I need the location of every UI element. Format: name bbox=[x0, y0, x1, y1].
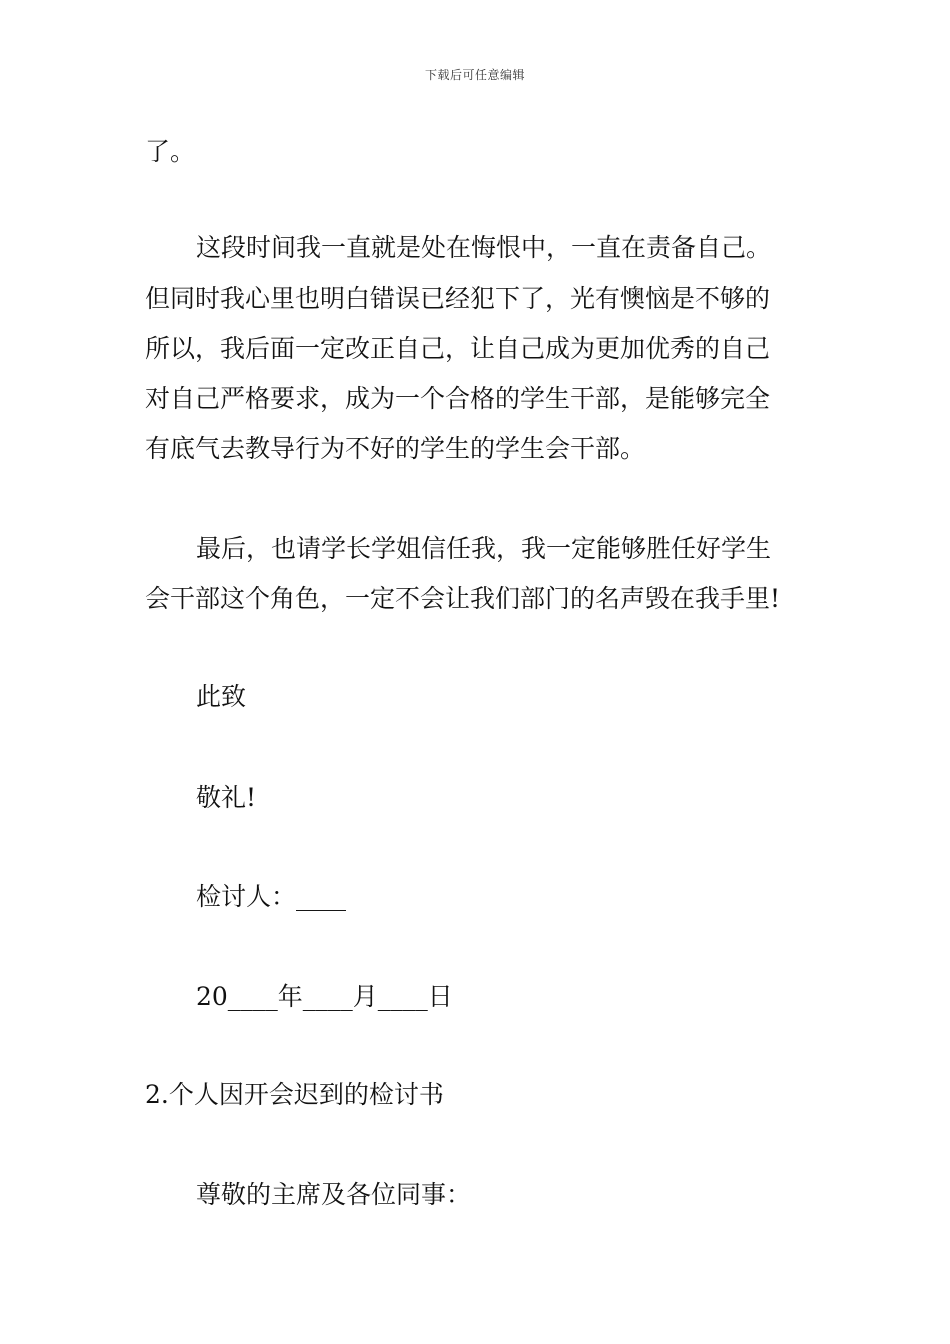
letter-greeting: 尊敬的主席及各位同事： bbox=[196, 1180, 472, 1209]
closing-regards: 敬礼! bbox=[196, 783, 257, 812]
paragraph-line: 但同时我心里也明白错误已经犯下了，光有懊恼是不够的 bbox=[145, 284, 771, 313]
page-header-note: 下载后可任意编辑 bbox=[424, 68, 525, 82]
paragraph-line: 会干部这个角色，一定不会让我们部门的名声毁在我手里! bbox=[145, 584, 781, 613]
paragraph-line: 这段时间我一直就是处在悔恨中，一直在责备自己。 bbox=[196, 233, 772, 262]
paragraph-line: 最后，也请学长学姐信任我，我一定能够胜任好学生 bbox=[196, 534, 772, 563]
signature-line: 检讨人：____ bbox=[196, 882, 347, 911]
paragraph-line: 了。 bbox=[145, 137, 196, 166]
paragraph-line: 有底气去教导行为不好的学生的学生会干部。 bbox=[145, 434, 646, 463]
closing-salutation: 此致 bbox=[196, 682, 247, 711]
date-line: 20____年____月____日 bbox=[196, 982, 453, 1011]
section-heading: 2.个人因开会迟到的检讨书 bbox=[145, 1080, 444, 1109]
paragraph-line: 对自己严格要求，成为一个合格的学生干部，是能够完全 bbox=[145, 384, 771, 413]
paragraph-line: 所以，我后面一定改正自己，让自己成为更加优秀的自己 bbox=[145, 334, 771, 363]
